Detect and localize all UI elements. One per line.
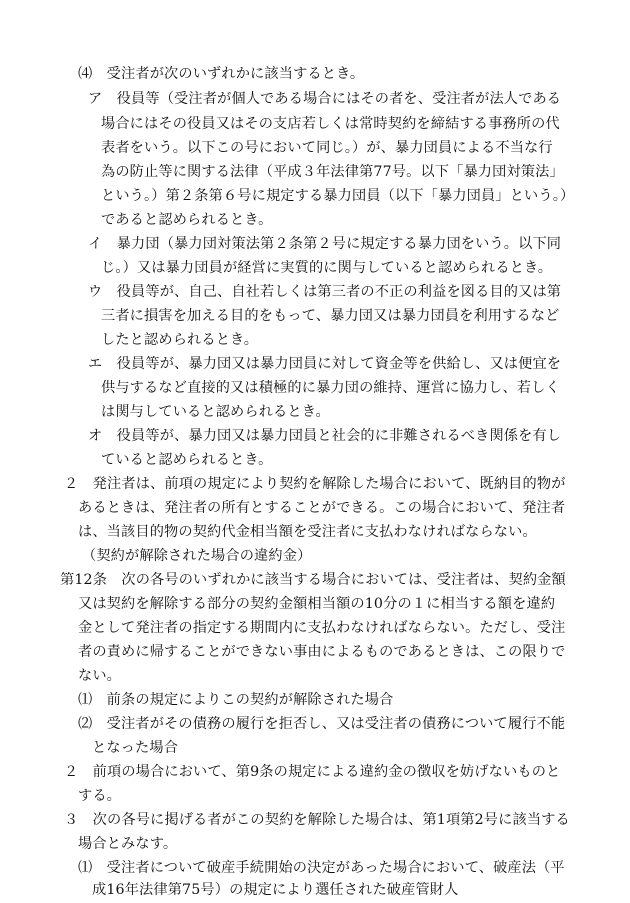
- item-i-line-1: イ 暴力団（暴力団対策法第２条第２号に規定する暴力団をいう。以下同: [88, 236, 562, 252]
- item-o-line-1: オ 役員等が、暴力団又は暴力団員と社会的に非難されるべき関係を有し: [88, 428, 562, 444]
- item-u-line-1: ウ 役員等が、自己、自社若しくは第三者の不正の利益を図る目的又は第: [88, 284, 562, 300]
- article-12-para-2-line-2: する。: [78, 788, 122, 804]
- item-a-line-4: 為の防止等に関する法律（平成３年法律第77号。以下「暴力団対策法」: [101, 164, 564, 180]
- article-12-line-3: 金として発注者の指定する期間内に支払わなければならない。ただし、受注: [78, 620, 566, 636]
- article-12-para-3-item-1-line-2: 成16年法律第75号）の規定により選任された破産管財人: [92, 882, 459, 898]
- article-12-para-2-line-1: ２ 前項の場合において、第9条の規定による違約金の徴収を妨げないものと: [64, 764, 561, 780]
- item-4-heading: ⑷ 受注者が次のいずれかに該当するとき。: [78, 66, 365, 82]
- item-e-line-3: は関与していると認められるとき。: [101, 404, 330, 420]
- article-12-para-3-line-2: 場合とみなす。: [78, 836, 178, 852]
- article-12-para-3-line-1: ３ 次の各号に掲げる者がこの契約を解除した場合は、第1項第2号に該当する: [64, 812, 570, 828]
- item-e-line-2: 供与するなど直接的又は積極的に暴力団の維持、運営に協力し、若しく: [101, 380, 560, 396]
- item-o-line-2: ていると認められるとき。: [101, 452, 273, 468]
- article-12-line-2: 又は契約を解除する部分の契約金額相当額の10分の１に相当する額を違約: [78, 596, 556, 612]
- item-a-line-2: 場合にはその役員又はその支店若しくは常時契約を締結する事務所の代: [101, 116, 560, 132]
- article-12-para-3-item-1-line-1: ⑴ 受注者について破産手続開始の決定があった場合において、破産法（平: [78, 860, 565, 876]
- article-12-caption: （契約が解除された場合の違約金）: [82, 548, 312, 564]
- item-u-line-3: したと認められるとき。: [101, 332, 259, 348]
- item-a-line-6: であると認められるとき。: [101, 212, 273, 228]
- article-12-line-4: 者の責めに帰することができない事由によるものであるときは、この限りで: [78, 644, 566, 660]
- item-a-line-5: という。）第２条第６号に規定する暴力団員（以下「暴力団員」という。）: [101, 188, 575, 204]
- article-12-line-5: ない。: [78, 668, 122, 684]
- para-2-line-1: ２ 発注者は、前項の規定により契約を解除した場合において、既納目的物が: [64, 476, 566, 492]
- item-i-line-2: じ。）又は暴力団員が経営に実質的に関与していると認められるとき。: [101, 260, 553, 276]
- item-u-line-2: 三者に損害を加える目的をもって、暴力団又は暴力団員を利用するなど: [101, 308, 560, 324]
- article-12-item-1: ⑴ 前条の規定によりこの契約が解除された場合: [78, 692, 394, 708]
- item-a-line-3: 表者をいう。以下この号において同じ。）が、暴力団員による不当な行: [101, 140, 553, 156]
- item-a-line-1: ア 役員等（受注者が個人である場合にはその者を、受注者が法人である: [88, 91, 562, 107]
- para-2-line-3: は、当該目的物の契約代金相当額を受注者に支払わなければならない。: [78, 524, 537, 540]
- para-2-line-2: あるときは、発注者の所有とすることができる。この場合において、発注者: [78, 500, 566, 516]
- item-e-line-1: エ 役員等が、暴力団又は暴力団員に対して資金等を供給し、又は便宜を: [88, 356, 562, 372]
- article-12-line-1: 第12条 次の各号のいずれかに該当する場合においては、受注者は、契約金額: [60, 572, 566, 588]
- article-12-item-2-line-2: となった場合: [92, 740, 179, 756]
- article-12-item-2-line-1: ⑵ 受注者がその債務の履行を拒否し、又は受注者の債務について履行不能: [78, 716, 566, 732]
